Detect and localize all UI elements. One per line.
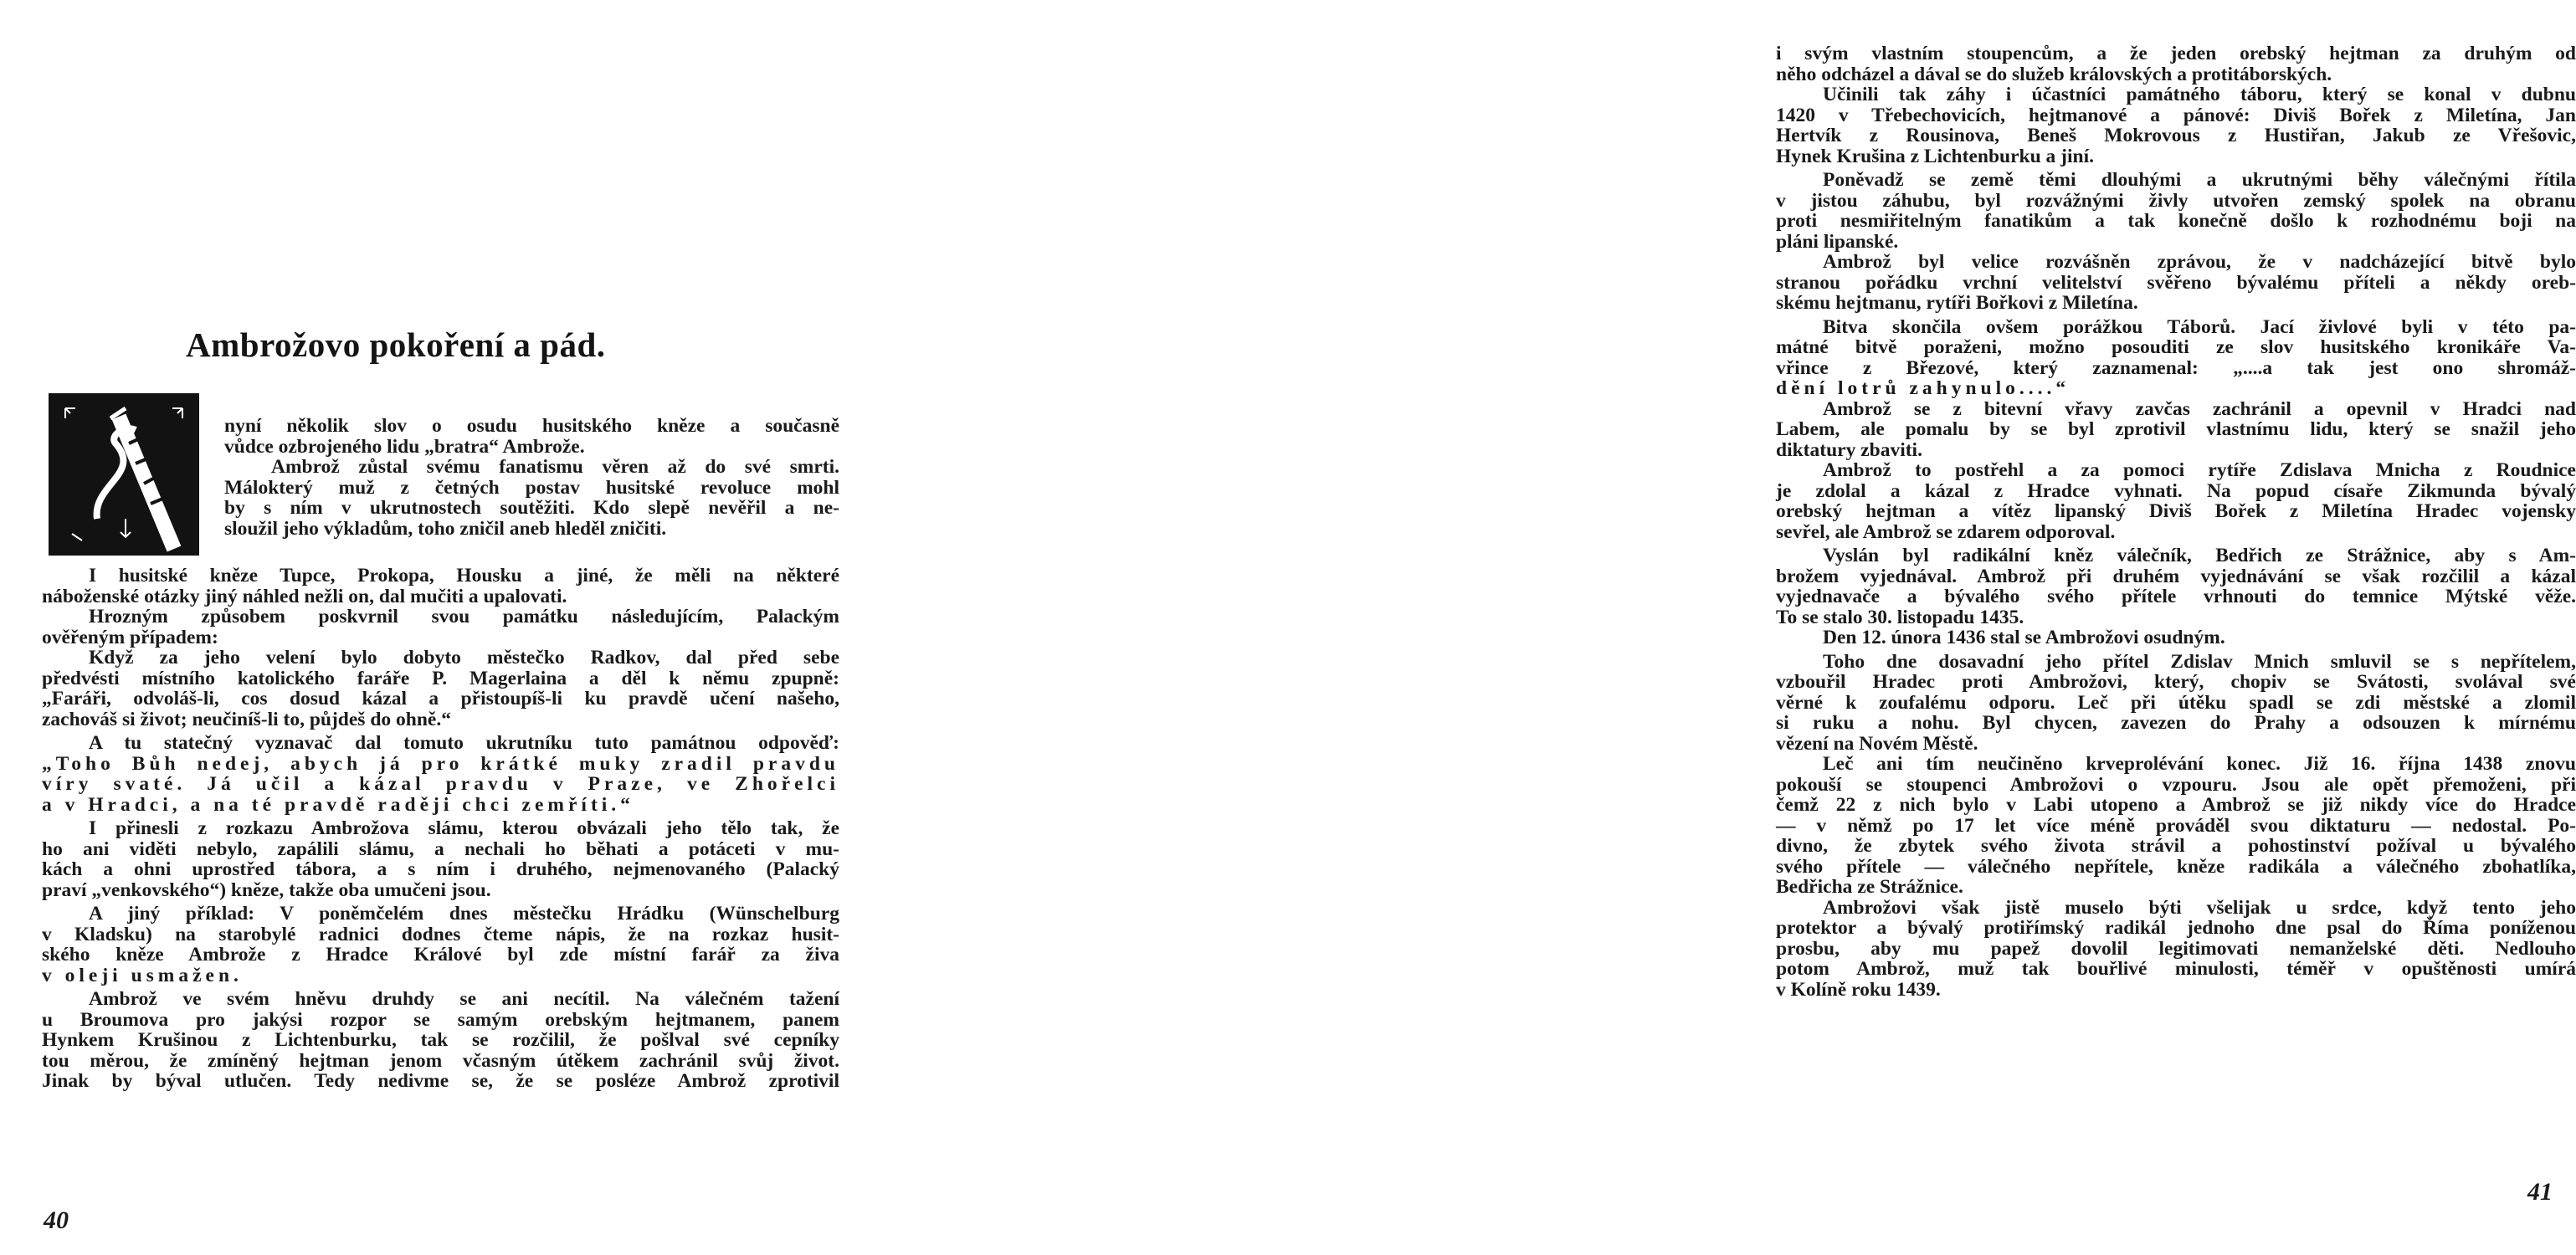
text-line: stranou pořádku vrchní velitelství svěřeno bývalému příteli a někdy oreb- xyxy=(1776,271,2576,294)
text-line: v Kolíně roku 1439. xyxy=(1776,978,1941,1001)
text-line: předvésti místního katolického faráře P. Magerlaina a děl k němu zpupně: xyxy=(42,667,839,689)
text-line: Vyslán byl radikální kněz válečník, Bedřich ze Strážnice, aby s Am- xyxy=(1823,545,2576,566)
text-line: sevřel, ale Ambrož se zdarem odporoval. xyxy=(1776,520,2116,543)
text-line: čemž 22 z nich bylo v Labi utopeno a Ambrož se již nikdy více do Hradce xyxy=(1776,794,2576,816)
text-line: ského kněze Ambrože z Hradce Králové byl zde místní farář za živa xyxy=(42,944,839,966)
text-line: Labem, ale pomalu by se byl zprotivil vlastnímu lidu, který se snažil jeho xyxy=(1776,418,2576,440)
text-line: A tu statečný vyznavač dal tomuto ukrutníku tuto památnou odpověď: xyxy=(89,732,839,754)
text-line: Jinak by býval utlučen. Tedy nedivme se, že se posléze Ambrož zprotivil xyxy=(42,1070,839,1092)
text-line: divno, že zbytek svého života strávil a pohostinství požíval u bývalého xyxy=(1776,835,2576,857)
text-line: Hynek Krušina z Lichtenburku a jiní. xyxy=(1776,145,2094,167)
text-line: ověřeným případem: xyxy=(42,626,218,648)
text-line: Hrozným způsobem poskvrnil svou památku následujícím, Palackým xyxy=(89,606,839,628)
text-line: i svým vlastním stoupencům, a že jeden orebský hejtman za druhým od xyxy=(1776,43,2576,64)
text-line: nyní několik slov o osudu husitského kněze a současně xyxy=(224,415,839,437)
text-line: „Faráři, odvoláš-li, cos dosud kázal a přistoupíš-li ku pravdě učení našeho, xyxy=(42,688,839,709)
text-line: svého přítele — válečného nepřítele, kněze radikála a válečného zbohatlíka, xyxy=(1776,855,2576,878)
text-line: I husitské kněze Tupce, Prokopa, Housku a jiné, že měli na některé xyxy=(89,565,839,587)
text-line: Učinili tak záhy i účastníci památného táboru, který se konal v dubnu xyxy=(1823,84,2576,105)
text-line: praví „venkovského“) kněze, takže oba umučeni jsou. xyxy=(42,878,491,901)
page-number-left: 40 xyxy=(44,1206,69,1234)
text-line: vzbouřil Hradec proti Ambrožovi, který, chopiv se Svátosti, svolával své xyxy=(1776,671,2576,693)
left-page-body-text xyxy=(42,566,839,1092)
text-line: Hynkem Krušinou z Lichtenburku, tak se rozčilil, že pošlval své cepníky xyxy=(42,1029,839,1051)
text-line: dění lotrů zahynulo....“ xyxy=(1776,377,2071,399)
text-line: pokouší se stoupenci Ambrožovi o vzpouru. Jsou ale opět přemoženi, při xyxy=(1776,773,2576,796)
text-line: mátné bitvě poraženi, možno posouditi ze slov husitského kronikáře Va- xyxy=(1776,336,2576,358)
text-line: — v němž po 17 let více méně prováděl svou diktaturu — nedostal. Po- xyxy=(1776,814,2576,837)
text-line: vřince z Březové, který zaznamenal: „....a tak jest ono shromáž- xyxy=(1776,356,2576,379)
text-line: Málokterý muž z četných postav husitské revoluce mohl xyxy=(224,476,839,499)
text-line: Leč ani tím neučiněno krveprolévání konec. Již 16. října 1438 znovu xyxy=(1823,753,2576,775)
text-line: v jistou záhubu, byl rozvážnými živly utvořen zemský spolek na obranu xyxy=(1776,189,2576,212)
text-line: něho odcházel a dával se do služeb královských a protitáborských. xyxy=(1776,63,2332,85)
text-line: náboženské otázky jiný náhled nežli on, dal mučiti a upalovati. xyxy=(42,585,567,607)
text-line: A jiný příklad: V poněmčelém dnes městečku Hrádku (Wünschelburg xyxy=(89,903,839,925)
text-line: 1420 v Třebechovicích, hejtmanové a pánové: Diviš Bořek z Miletína, Jan xyxy=(1776,104,2576,126)
text-line: vyjednavače a bývalého svého přítele vrhnouti do temnice Mýtské věže. xyxy=(1776,586,2576,607)
text-line: prosbu, aby mu papež dovolil legitimovati nemanželské děti. Nedlouho xyxy=(1776,937,2576,960)
text-line: Bedřicha ze Strážnice. xyxy=(1776,876,1963,898)
page-number-right: 41 xyxy=(2527,1178,2553,1206)
text-line: Poněvadž se země těmi dlouhými a ukrutnými běhy válečnými řítila xyxy=(1823,169,2576,191)
text-line: vůdce ozbrojeného lidu „bratra“ Ambrože. xyxy=(224,435,585,458)
text-line: Bitva skončila ovšem porážkou Táborů. Jací živlové byli v této pa- xyxy=(1823,315,2576,338)
text-line: Ambrož zůstal svému fanatismu věren až do své smrti. xyxy=(271,456,839,478)
text-block-beside-initial xyxy=(224,416,839,539)
text-line: Ambrož ve svém hněvu druhdy se ani necítil. Na válečném tažení xyxy=(89,988,839,1010)
left-page xyxy=(0,0,867,1255)
text-line: „Toho Bůh nedej, abych já pro krátké muky zradil pravdu xyxy=(42,752,839,775)
text-line: v Kladsku) na starobylé radnici dodnes čteme nápis, že na rozkaz husit- xyxy=(42,923,839,945)
text-line: I přinesli z rozkazu Ambrožova slámu, kterou obvázali jeho tělo tak, že xyxy=(89,817,839,839)
text-line: orebský hejtman a vítěz lipanský Diviš Bořek z Miletína Hradec vojensky xyxy=(1776,500,2576,522)
text-line: diktatury zbaviti. xyxy=(1776,438,1922,461)
text-line: skému hejtmanu, rytíři Bořkovi z Miletína. xyxy=(1776,292,2138,314)
text-line: Ambrož to postřehl a za pomoci rytíře Zdislava Mnicha z Roudnice xyxy=(1823,459,2576,481)
text-line: tou měrou, že zmíněný hejtman jenom včasným útěkem zachránil svůj život. xyxy=(42,1049,839,1072)
text-line: Ambrož byl velice rozvášněn zprávou, že v nadcházející bitvě bylo xyxy=(1823,251,2576,273)
text-line: v oleji usmažen. xyxy=(42,964,243,986)
right-page-body-text xyxy=(1776,44,2576,1000)
text-line: pláni lipanské. xyxy=(1776,230,1899,253)
text-line: víry svaté. Já učil a kázal pravdu v Praze, ve Zhořelci xyxy=(42,773,839,795)
text-line: vězení na Novém Městě. xyxy=(1776,732,1978,755)
text-line: si ruku a nohu. Byl chycen, zavezen do Prahy a odsouzen k mírnému xyxy=(1776,712,2576,734)
text-line: Když za jeho velení bylo dobyto městečko Radkov, dal před sebe xyxy=(89,647,839,668)
text-line: Toho dne dosavadní jeho přítel Zdislav Mnich smluvil se s nepřítelem, xyxy=(1823,650,2576,673)
text-line: Den 12. února 1436 stal se Ambrožovi osudným. xyxy=(1823,627,2225,648)
text-line: sloužil jeho výkladům, toho zničil aneb hleděl zničiti. xyxy=(224,517,667,540)
chapter-title: Ambrožovo pokoření a pád. xyxy=(186,325,606,364)
text-line: To se stalo 30. listopadu 1435. xyxy=(1776,606,2024,628)
text-line: Ambrožovi však jistě muselo býti všelijak u srdce, když tento jeho xyxy=(1823,896,2576,919)
decorative-initial-icon xyxy=(49,393,199,556)
text-line: a v Hradci, a na té pravdě raději chci zemříti.“ xyxy=(42,793,634,816)
text-line: zachováš si život; neučiníš-li to, půjdeš do ohně.“ xyxy=(42,708,451,730)
text-line: věrné k zoufalému odporu. Leč při útěku spadl se zdi městské a zlomil xyxy=(1776,691,2576,714)
text-line: by s ním v ukrutnostech soutěžiti. Kdo slepě nevěřil a ne- xyxy=(224,497,839,519)
text-line: protektor a bývalý protiřímský radikál jednoho dne psal do Říma poníženou xyxy=(1776,917,2576,939)
text-line: ho ani viděti nebylo, zapálili slámu, a nechali ho běhati a potáceti v mu- xyxy=(42,838,839,860)
text-line: Ambrož se z bitevní vřavy zavčas zachránil a opevnil v Hradci nad xyxy=(1823,397,2576,420)
right-page xyxy=(867,0,2576,1255)
text-line: kách a ohni uprostřed tábora, a s ním i druhého, nejmenovaného (Palacký xyxy=(42,858,839,880)
text-line: proti nesmiřitelným fanatikům a tak konečně došlo k rozhodnému boji na xyxy=(1776,210,2576,232)
text-line: u Broumova pro jakýsi rozpor se samým orebským hejtmanem, panem xyxy=(42,1008,839,1031)
text-line: potom Ambrož, muž tak bouřlivé minulosti, téměř v opuštěnosti umírá xyxy=(1776,958,2576,980)
text-line: je zdolal a kázal z Hradce vyhnati. Na popud císaře Zikmunda bývalý xyxy=(1776,479,2576,502)
text-line: Hertvík z Rousinova, Beneš Mokrovous z Hustiřan, Jakub ze Vřešovic, xyxy=(1776,125,2576,146)
text-line: brožem vyjednával. Ambrož při druhém vyjednávání se však rozčilil a kázal xyxy=(1776,565,2576,587)
